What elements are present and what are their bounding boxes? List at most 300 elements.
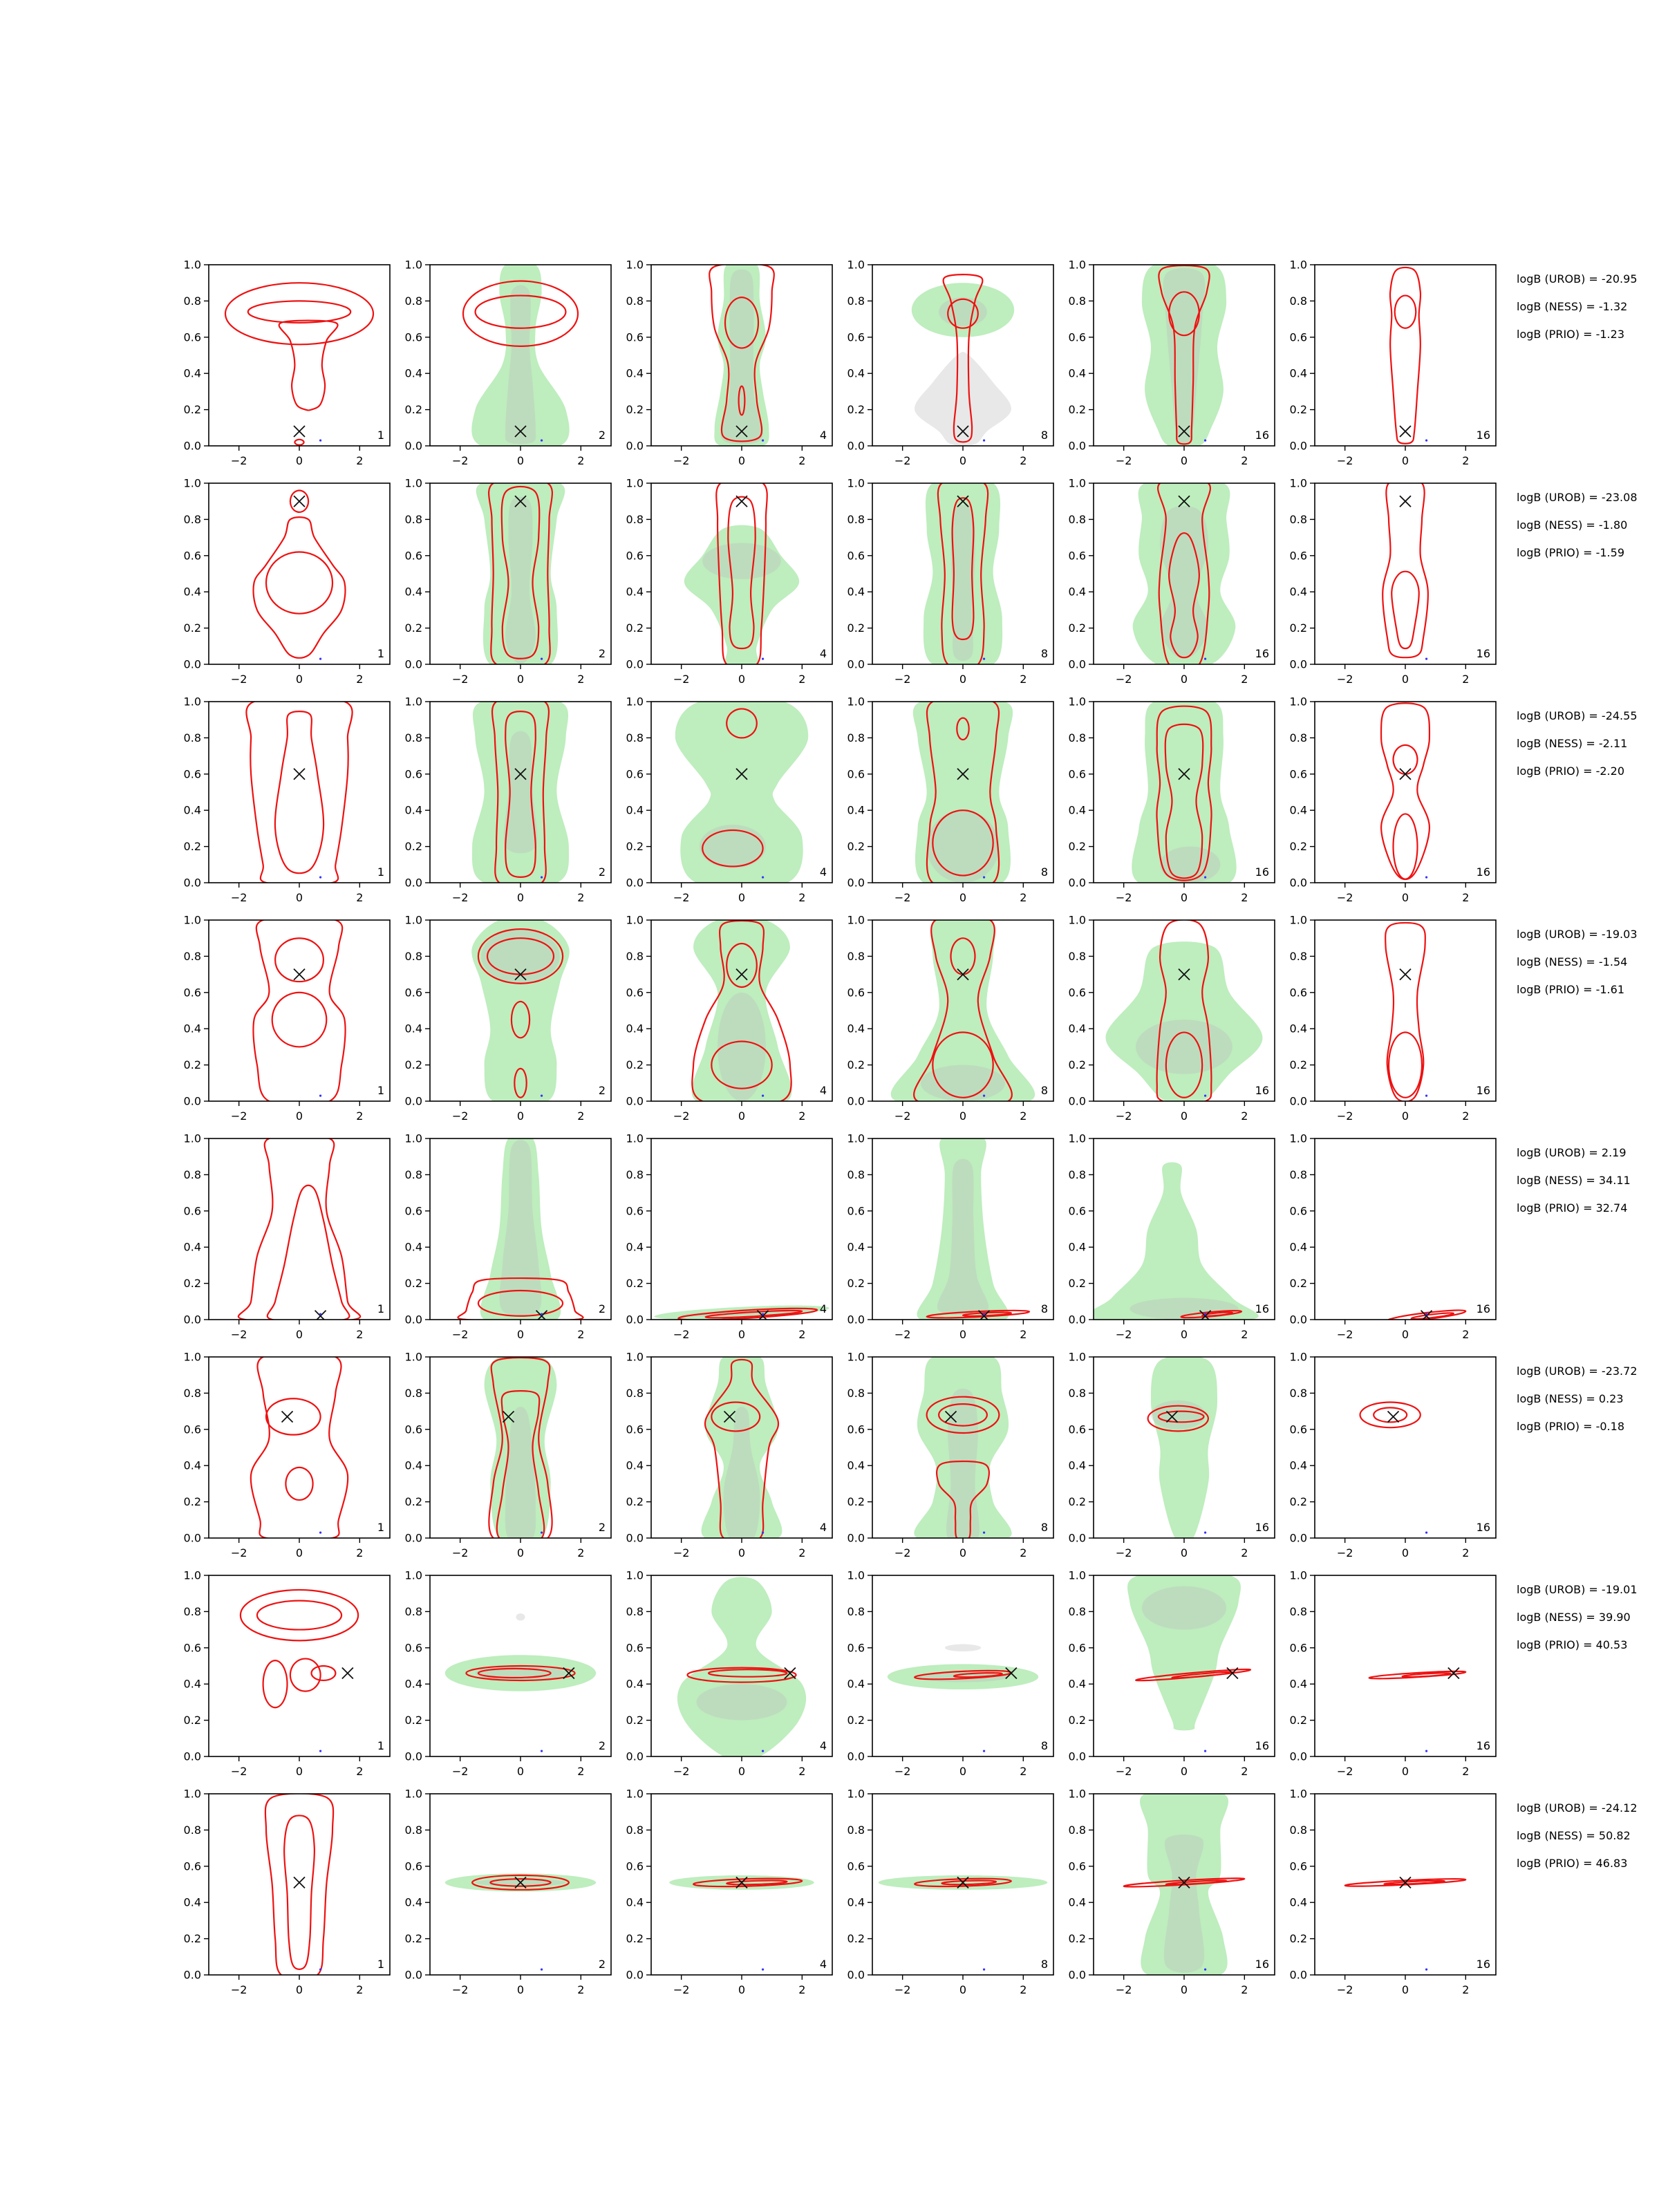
x-tick-label: 2 <box>1241 1328 1248 1341</box>
x-tick-label: −2 <box>673 1983 690 1996</box>
x-tick-label: 0 <box>295 891 303 904</box>
plot-area <box>1369 1667 1466 1752</box>
y-tick-label: 1.0 <box>626 1350 644 1364</box>
y-tick-label: 1.0 <box>183 476 201 490</box>
y-tick-label: 0.6 <box>626 1204 644 1218</box>
y-tick-label: 0.0 <box>1068 1750 1086 1763</box>
y-tick-label: 0.8 <box>626 949 644 963</box>
y-tick-label: 0.2 <box>1289 403 1307 417</box>
sample-dot <box>1204 1095 1206 1097</box>
plot-area <box>265 1793 333 1979</box>
y-tick-label: 0.0 <box>626 1750 644 1763</box>
plot-area <box>1132 697 1236 889</box>
y-tick-label: 0.6 <box>626 1859 644 1873</box>
y-tick-label: 0.8 <box>183 1604 201 1618</box>
panel-count-label: 1 <box>377 1521 384 1534</box>
y-tick-label: 0.4 <box>1068 1895 1086 1909</box>
axes-frame <box>209 1357 390 1538</box>
y-tick-label: 1.0 <box>404 1132 422 1145</box>
x-tick-label: 2 <box>1241 1765 1248 1778</box>
panel-row-3 <box>184 695 1638 905</box>
x-tick-label: 2 <box>356 1546 364 1559</box>
contour-line <box>284 1815 315 1969</box>
x-tick-label: 0 <box>959 1546 967 1559</box>
plot-area <box>241 1590 358 1752</box>
panel-count-label: 16 <box>1476 1302 1490 1315</box>
y-tick-label: 1.0 <box>1068 476 1086 490</box>
panel-r6-c4 <box>847 1351 1053 1560</box>
y-tick-label: 0.8 <box>183 731 201 744</box>
y-tick-label: 0.0 <box>183 1313 201 1327</box>
y-tick-label: 0.2 <box>847 1058 865 1072</box>
y-tick-label: 0.8 <box>1068 1604 1086 1618</box>
plot-area <box>1381 703 1430 879</box>
axes-frame <box>1315 920 1496 1101</box>
panel-count-label: 16 <box>1255 1521 1269 1534</box>
y-tick-label: 1.0 <box>183 258 201 272</box>
x-tick-label: 2 <box>1462 454 1470 467</box>
panel-r2-c5 <box>1069 477 1275 686</box>
panel-count-label: 2 <box>598 1958 606 1971</box>
y-tick-label: 0.6 <box>847 1859 865 1873</box>
panel-r8-c3 <box>626 1788 832 1997</box>
logb-annotation: logB (NESS) = 39.90 <box>1517 1611 1631 1624</box>
sample-dot <box>1425 877 1427 879</box>
x-tick-label: 2 <box>577 891 585 904</box>
y-tick-label: 0.4 <box>404 1459 422 1472</box>
panel-count-label: 2 <box>598 865 606 879</box>
plot-area <box>246 697 352 885</box>
y-tick-label: 0.0 <box>404 1094 422 1108</box>
y-tick-label: 1.0 <box>404 1787 422 1801</box>
x-tick-label: 2 <box>577 454 585 467</box>
x-tick-label: −2 <box>451 1546 469 1559</box>
y-tick-label: 0.4 <box>1289 1022 1307 1035</box>
panel-row-8 <box>184 1788 1638 1997</box>
x-tick-label: 2 <box>1241 1546 1248 1559</box>
y-tick-label: 0.6 <box>1289 1859 1307 1873</box>
y-tick-label: 0.6 <box>183 986 201 1000</box>
y-tick-label: 1.0 <box>626 1132 644 1145</box>
x-tick-label: 0 <box>295 1983 303 1996</box>
panel-r2-c1 <box>184 477 390 686</box>
logb-annotation: logB (PRIO) = -1.59 <box>1517 546 1624 559</box>
y-tick-label: 0.0 <box>847 1531 865 1545</box>
y-tick-label: 0.6 <box>1068 767 1086 781</box>
y-tick-label: 0.8 <box>1289 294 1307 308</box>
y-tick-label: 1.0 <box>404 913 422 927</box>
x-tick-label: −2 <box>1336 1328 1353 1341</box>
sample-dot <box>319 1750 321 1752</box>
x-tick-label: −2 <box>1336 1765 1353 1778</box>
y-tick-label: 1.0 <box>404 1568 422 1582</box>
y-tick-label: 0.2 <box>847 1495 865 1509</box>
contour-line <box>257 1601 341 1630</box>
contour-line <box>1394 814 1418 879</box>
y-tick-label: 0.0 <box>1289 657 1307 671</box>
x-tick-label: 2 <box>798 1765 806 1778</box>
plot-area <box>1360 1403 1428 1534</box>
y-tick-label: 0.8 <box>1068 1386 1086 1400</box>
panel-r5-c1 <box>184 1132 390 1342</box>
sample-dot <box>1204 877 1206 879</box>
panel-count-label: 1 <box>377 1739 384 1752</box>
x-tick-label: −2 <box>1336 1983 1353 1996</box>
y-tick-label: 0.8 <box>404 731 422 744</box>
x-tick-label: −2 <box>673 1765 690 1778</box>
y-tick-label: 0.2 <box>626 1495 644 1509</box>
x-tick-label: 2 <box>356 1983 364 1996</box>
x-tick-label: 0 <box>1401 1328 1409 1341</box>
x-tick-label: 0 <box>959 1328 967 1341</box>
x-tick-label: 0 <box>295 454 303 467</box>
y-tick-label: 0.0 <box>404 1750 422 1763</box>
y-tick-label: 1.0 <box>847 1787 865 1801</box>
x-tick-label: 2 <box>1462 1983 1470 1996</box>
plot-area <box>1148 1356 1217 1545</box>
y-tick-label: 0.2 <box>1068 1277 1086 1291</box>
x-tick-label: 0 <box>516 1983 525 1996</box>
x-tick-label: 2 <box>1241 673 1248 686</box>
x-tick-label: 2 <box>577 673 585 686</box>
sample-dot <box>983 877 985 879</box>
panel-count-label: 4 <box>819 865 827 879</box>
x-tick-label: 0 <box>1401 673 1409 686</box>
y-tick-label: 0.4 <box>1068 366 1086 380</box>
axes-frame <box>209 483 390 664</box>
y-tick-label: 0.8 <box>847 1168 865 1181</box>
y-tick-label: 0.4 <box>1068 803 1086 817</box>
density-fill <box>927 810 1000 883</box>
contour-line <box>290 1659 321 1691</box>
x-tick-label: −2 <box>1336 673 1353 686</box>
y-tick-label: 0.0 <box>1068 1313 1086 1327</box>
y-tick-label: 0.4 <box>404 803 422 817</box>
y-tick-label: 0.2 <box>626 1058 644 1072</box>
y-tick-label: 0.2 <box>626 621 644 635</box>
y-tick-label: 0.6 <box>847 1423 865 1436</box>
y-tick-label: 0.6 <box>626 767 644 781</box>
sample-dot <box>319 658 321 660</box>
sample-dot <box>1425 658 1427 660</box>
y-tick-label: 0.6 <box>1289 1641 1307 1655</box>
sample-dot <box>1204 1750 1206 1752</box>
y-tick-label: 1.0 <box>1289 1350 1307 1364</box>
x-tick-label: 2 <box>1020 1328 1027 1341</box>
y-tick-label: 0.4 <box>847 1895 865 1909</box>
x-tick-label: −2 <box>1115 1328 1132 1341</box>
plot-area <box>1382 478 1428 659</box>
y-tick-label: 0.0 <box>847 1968 865 1982</box>
logb-annotation: logB (UROB) = 2.19 <box>1517 1146 1627 1159</box>
y-tick-label: 0.2 <box>626 1714 644 1727</box>
y-tick-label: 0.8 <box>847 294 865 308</box>
x-tick-label: 0 <box>295 1109 303 1123</box>
logb-annotation: logB (UROB) = -24.12 <box>1517 1801 1638 1815</box>
panel-r5-c3 <box>626 1132 832 1342</box>
panel-r1-c4 <box>847 259 1053 468</box>
axes-frame <box>1315 1357 1496 1538</box>
y-tick-label: 1.0 <box>183 1568 201 1582</box>
contour-line <box>268 1185 350 1322</box>
panel-r6-c3 <box>626 1351 832 1560</box>
y-tick-label: 0.4 <box>847 1240 865 1254</box>
sample-dot <box>541 877 543 879</box>
x-tick-label: −2 <box>1115 1983 1132 1996</box>
panel-r7-c5 <box>1069 1569 1275 1779</box>
contour-line <box>1394 745 1418 774</box>
y-tick-label: 1.0 <box>1068 1568 1086 1582</box>
y-tick-label: 1.0 <box>847 1568 865 1582</box>
panel-count-label: 2 <box>598 1084 606 1097</box>
y-tick-label: 0.6 <box>404 986 422 1000</box>
y-tick-label: 1.0 <box>626 1787 644 1801</box>
x-tick-label: −2 <box>894 454 911 467</box>
y-tick-label: 1.0 <box>1068 695 1086 709</box>
panel-count-label: 4 <box>819 1521 827 1534</box>
x-tick-label: −2 <box>673 454 690 467</box>
x-marker <box>294 1877 305 1888</box>
y-tick-label: 1.0 <box>1068 1132 1086 1145</box>
y-tick-label: 1.0 <box>404 695 422 709</box>
logb-annotation: logB (NESS) = -1.80 <box>1517 518 1628 532</box>
plot-area <box>677 1577 806 1761</box>
sample-dot <box>1204 1532 1206 1534</box>
y-tick-label: 0.4 <box>1289 803 1307 817</box>
sample-dot <box>541 1532 543 1534</box>
x-tick-label: −2 <box>894 891 911 904</box>
y-tick-label: 0.0 <box>847 1313 865 1327</box>
x-tick-label: 2 <box>356 1328 364 1341</box>
axes-frame <box>209 920 390 1101</box>
x-tick-label: −2 <box>1115 891 1132 904</box>
x-tick-label: 0 <box>738 673 746 686</box>
y-tick-label: 0.6 <box>183 330 201 344</box>
y-tick-label: 1.0 <box>626 913 644 927</box>
y-tick-label: 0.4 <box>404 1022 422 1035</box>
x-tick-label: −2 <box>230 1328 247 1341</box>
x-tick-label: 2 <box>1020 673 1027 686</box>
y-tick-label: 0.8 <box>183 949 201 963</box>
y-tick-label: 1.0 <box>1289 695 1307 709</box>
x-tick-label: 2 <box>1020 454 1027 467</box>
sample-dot <box>762 658 764 660</box>
y-tick-label: 0.4 <box>183 1677 201 1691</box>
y-tick-label: 0.8 <box>626 1823 644 1837</box>
plot-area <box>472 697 569 887</box>
logb-annotation: logB (UROB) = -20.95 <box>1517 272 1638 285</box>
logb-annotation: logB (PRIO) = 32.74 <box>1517 1201 1628 1215</box>
sample-dot <box>762 1969 764 1971</box>
y-tick-label: 0.4 <box>404 1895 422 1909</box>
y-tick-label: 0.6 <box>1289 1423 1307 1436</box>
y-tick-label: 1.0 <box>1289 913 1307 927</box>
x-tick-label: 2 <box>1462 1109 1470 1123</box>
y-tick-label: 0.2 <box>1068 1714 1086 1727</box>
y-tick-label: 0.6 <box>626 1423 644 1436</box>
y-tick-label: 0.2 <box>1289 621 1307 635</box>
plot-area <box>1085 1162 1258 1322</box>
contour-line <box>265 1793 333 1979</box>
x-tick-label: 0 <box>959 1983 967 1996</box>
density-fill <box>1136 1020 1232 1074</box>
logb-annotation: logB (NESS) = 34.11 <box>1517 1174 1631 1187</box>
y-tick-label: 0.2 <box>847 403 865 417</box>
x-tick-label: 0 <box>1180 1983 1188 1996</box>
y-tick-label: 0.4 <box>626 366 644 380</box>
y-tick-label: 0.6 <box>404 330 422 344</box>
y-tick-label: 0.4 <box>1289 1240 1307 1254</box>
plot-area <box>1385 923 1427 1102</box>
contour-line <box>266 552 332 614</box>
axes-frame <box>1315 265 1496 446</box>
y-tick-label: 0.6 <box>1289 330 1307 344</box>
panel-r4-c3 <box>626 914 832 1123</box>
panel-r1-c6 <box>1290 259 1496 468</box>
x-tick-label: 2 <box>1241 1983 1248 1996</box>
plot-area <box>702 1353 782 1544</box>
plot-area <box>891 915 1035 1107</box>
x-tick-label: 2 <box>356 1109 364 1123</box>
y-tick-label: 0.0 <box>404 876 422 890</box>
panel-count-label: 4 <box>819 1739 827 1752</box>
panel-r6-c5 <box>1069 1351 1275 1560</box>
logb-annotation: logB (UROB) = -23.72 <box>1517 1365 1638 1378</box>
y-tick-label: 1.0 <box>847 258 865 272</box>
panel-r8-c5 <box>1069 1788 1275 1997</box>
y-tick-label: 0.0 <box>1068 1968 1086 1982</box>
x-tick-label: 2 <box>1020 1983 1027 1996</box>
y-tick-label: 0.4 <box>847 803 865 817</box>
contour-line <box>241 1590 358 1640</box>
x-marker <box>294 769 305 780</box>
x-tick-label: −2 <box>1115 1109 1132 1123</box>
y-tick-label: 0.2 <box>847 621 865 635</box>
panel-r4-c2 <box>405 914 611 1123</box>
density-fill <box>945 1644 981 1652</box>
contour-line <box>1360 1403 1421 1428</box>
panel-r8-c2 <box>405 1788 611 1997</box>
sample-dot <box>983 440 985 442</box>
y-tick-label: 0.0 <box>1289 876 1307 890</box>
x-marker <box>1400 969 1411 980</box>
y-tick-label: 0.4 <box>183 1022 201 1035</box>
plot-area <box>1390 268 1427 444</box>
x-tick-label: 2 <box>798 673 806 686</box>
x-tick-label: 0 <box>1401 1109 1409 1123</box>
plot-area <box>225 283 373 444</box>
y-tick-label: 0.0 <box>847 1750 865 1763</box>
sample-dot <box>1425 1095 1427 1097</box>
panel-count-label: 16 <box>1255 1302 1269 1315</box>
x-tick-label: −2 <box>894 673 911 686</box>
panel-count-label: 4 <box>819 1302 827 1315</box>
logb-annotation: logB (UROB) = -19.01 <box>1517 1583 1638 1596</box>
x-tick-label: 2 <box>1241 454 1248 467</box>
x-tick-label: 2 <box>1020 891 1027 904</box>
x-tick-label: 0 <box>1401 454 1409 467</box>
panel-row-2 <box>184 477 1638 686</box>
y-tick-label: 0.6 <box>404 1859 422 1873</box>
density-fill <box>946 1389 980 1545</box>
panel-count-label: 8 <box>1040 865 1048 879</box>
contour-line <box>263 1660 288 1707</box>
panel-r5-c4 <box>847 1132 1053 1342</box>
plot-area <box>458 1134 583 1325</box>
y-tick-label: 0.0 <box>626 1094 644 1108</box>
x-marker <box>1388 1411 1399 1422</box>
y-tick-label: 0.0 <box>1289 1313 1307 1327</box>
y-tick-label: 0.4 <box>847 1459 865 1472</box>
logb-annotation: logB (PRIO) = -0.18 <box>1517 1420 1624 1433</box>
y-tick-label: 1.0 <box>1289 476 1307 490</box>
panel-count-label: 4 <box>819 1958 827 1971</box>
sample-dot <box>983 1532 985 1534</box>
y-tick-label: 0.0 <box>183 1094 201 1108</box>
y-tick-label: 0.2 <box>404 1932 422 1946</box>
y-tick-label: 0.8 <box>1068 294 1086 308</box>
y-tick-label: 0.2 <box>1068 1932 1086 1946</box>
x-tick-label: 0 <box>1180 891 1188 904</box>
logb-annotation: logB (NESS) = -1.32 <box>1517 300 1628 313</box>
y-tick-label: 0.8 <box>626 294 644 308</box>
x-tick-label: 2 <box>356 891 364 904</box>
y-tick-label: 0.6 <box>1068 1641 1086 1655</box>
y-tick-label: 0.8 <box>1289 949 1307 963</box>
y-tick-label: 0.4 <box>847 366 865 380</box>
panel-r8-c4 <box>847 1788 1053 1997</box>
x-tick-label: 0 <box>738 1983 746 1996</box>
logb-annotation: logB (UROB) = -24.55 <box>1517 709 1638 722</box>
x-tick-label: −2 <box>230 454 247 467</box>
x-tick-label: 0 <box>1180 673 1188 686</box>
y-tick-label: 0.4 <box>1289 1895 1307 1909</box>
x-tick-label: −2 <box>1115 454 1132 467</box>
sample-dot <box>762 1095 764 1097</box>
panel-row-6 <box>184 1351 1638 1560</box>
panel-count-label: 16 <box>1255 429 1269 442</box>
y-tick-label: 0.0 <box>404 439 422 453</box>
y-tick-label: 0.4 <box>1068 585 1086 599</box>
y-tick-label: 0.0 <box>626 1968 644 1982</box>
x-tick-label: 0 <box>959 673 967 686</box>
x-tick-label: 2 <box>1462 891 1470 904</box>
x-marker <box>342 1667 353 1678</box>
density-fill <box>1151 1356 1217 1545</box>
y-tick-label: 1.0 <box>183 1787 201 1801</box>
y-tick-label: 0.8 <box>847 1386 865 1400</box>
y-tick-label: 0.4 <box>626 1240 644 1254</box>
x-tick-label: 0 <box>1180 1765 1188 1778</box>
y-tick-label: 0.6 <box>183 1423 201 1436</box>
y-tick-label: 0.8 <box>404 1823 422 1837</box>
y-tick-label: 0.2 <box>404 621 422 635</box>
y-tick-label: 0.4 <box>404 1677 422 1691</box>
y-tick-label: 0.8 <box>404 1386 422 1400</box>
y-tick-label: 0.8 <box>1289 512 1307 526</box>
plot-area <box>888 1644 1038 1752</box>
panel-row-5 <box>184 1132 1631 1342</box>
sample-dot <box>1204 1969 1206 1971</box>
contour-line <box>1391 572 1419 648</box>
y-tick-label: 0.6 <box>404 1204 422 1218</box>
y-tick-label: 0.0 <box>1068 1531 1086 1545</box>
x-tick-label: 2 <box>1241 891 1248 904</box>
x-tick-label: 0 <box>738 1109 746 1123</box>
sample-dot <box>319 1313 321 1315</box>
y-tick-label: 1.0 <box>1289 1787 1307 1801</box>
contour-line <box>312 1666 336 1680</box>
